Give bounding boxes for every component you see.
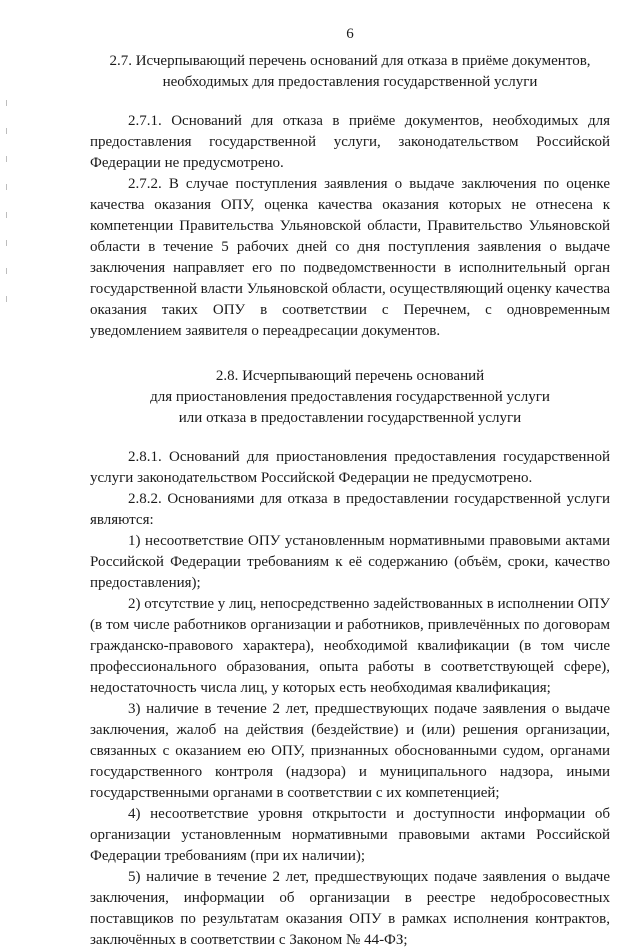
list-item: 5) наличие в течение 2 лет, предшествующих подаче заявления о выдаче заключения, информации об организации в реестре недобросовестных поставщиков по результатам оказания ОПУ в рамках исполнения контрактов, заключённых в соответствии с Законом № 44-ФЗ; (90, 869, 610, 948)
section-2-7-title-line-2: необходимых для предоставления государственной услуги (162, 74, 538, 90)
list-item: 4) несоответствие уровня открытости и доступности информации об организации установленным нормативными правовыми актами Российской Федерации требованиям (при их наличии); (90, 806, 610, 864)
section-2-8-heading (90, 366, 610, 429)
paragraph-2-8-1: 2.8.1. Оснований для приостановления предоставления государственной услуги законодательством Российской Федерации не предусмотрено. (90, 449, 610, 486)
document-page (90, 24, 610, 951)
paragraph-2-7-1: 2.7.1. Оснований для отказа в приёме документов, необходимых для предоставления государственной услуги, законодательством Российской Федерации не предусмотрено. (90, 113, 610, 171)
paragraph-2-8-2: 2.8.2. Основаниями для отказа в предоставлении государственной услуги являются: (90, 491, 610, 528)
list-item: 1) несоответствие ОПУ установленным нормативными правовыми актами Российской Федерации требованиям к её содержанию (объём, сроки, качество предоставления); (90, 533, 610, 591)
margin-scan-marks (6, 100, 8, 340)
page-number: 6 (346, 26, 354, 42)
section-2-8-title-line-2: для приостановления предоставления государственной услуги (150, 389, 550, 405)
section-2-8-title-line-1: 2.8. Исчерпывающий перечень оснований (215, 368, 485, 384)
section-2-7-title-line-1: 2.7. Исчерпывающий перечень оснований для отказа в приёме документов, (109, 53, 591, 69)
paragraph-2-7-2: 2.7.2. В случае поступления заявления о выдаче заключения по оценке качества оказания ОПУ, оценка качества оказания которых не отнесена к компетенции Правительства Ульяновской области, Правительство Ульяновской области в течение 5 рабочих дней со дня поступления заявления о выдаче заключения направляет его по подведомственности в исполнительный орган государственной власти Ульяновской области, осуществляющий оценку качества оказания таких ОПУ в соответствии с Перечнем, с одновременным уведомлением заявителя о переадресации документов. (90, 176, 610, 339)
list-item: 2) отсутствие у лиц, непосредственно задействованных в исполнении ОПУ (в том числе работников организации и работников, привлечённых по договорам гражданско-правового характера), необходимой квалификации (в том числе профессионального образования, опыта работы в соответствующей сфере), недостаточность числа лиц, у которых есть необходимая квалификация; (90, 596, 610, 696)
section-2-8-title-line-3: или отказа в предоставлении государственной услуги (178, 410, 522, 426)
list-item: 3) наличие в течение 2 лет, предшествующих подаче заявления о выдаче заключения, жалоб на действия (бездействие) и (или) решения организации, связанных с оказанием ею ОПУ, признанных обоснованными судом, органами государственного контроля (надзора) и муниципального надзора, иными государственными органами в соответствии с их компетенцией; (90, 701, 610, 801)
section-2-7-heading (90, 51, 610, 93)
